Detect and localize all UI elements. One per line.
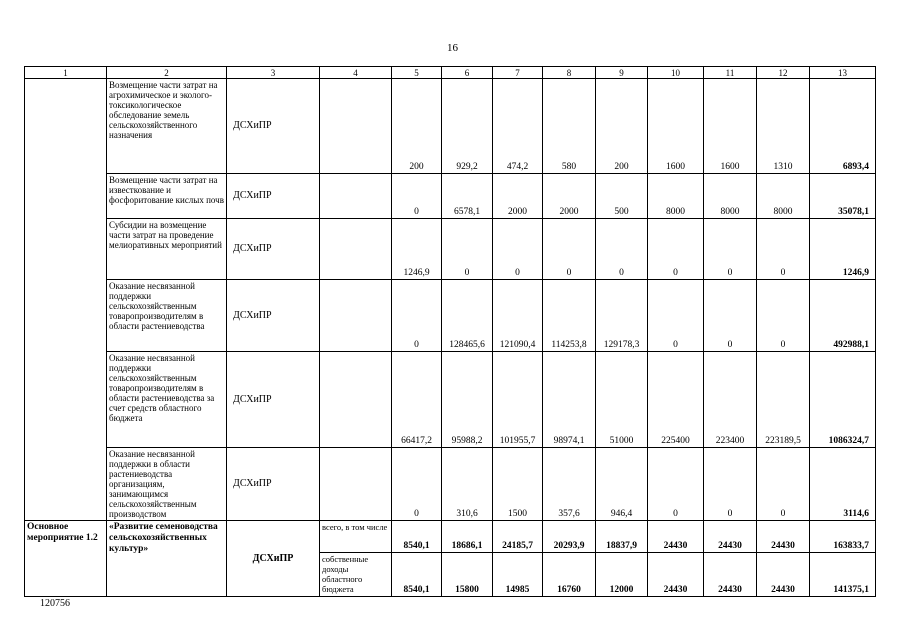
value-cell: 18686,1 [442,521,493,553]
value-cell: 200 [392,79,442,174]
value-cell: 0 [543,219,596,280]
value-cell: 51000 [596,352,648,448]
value-cell: 24430 [648,553,704,597]
value-cell: 24430 [704,521,757,553]
table-row [25,448,876,521]
header-cell: 6 [442,67,493,79]
value-cell: 24185,7 [493,521,543,553]
table-row [25,352,876,448]
header-cell: 13 [810,67,876,79]
main-event-row [25,521,876,553]
empty-cell [25,79,107,521]
executor-cell: ДСХиПР [227,280,320,352]
total-cell: 492988,1 [810,280,876,352]
source-cell [320,219,392,280]
main-event-executor: ДСХиПР [227,521,320,597]
header-row [25,67,876,79]
value-cell: 0 [704,219,757,280]
value-cell: 8000 [757,174,810,219]
table-row [25,280,876,352]
funding-source: собственные доходы областного бюджета [320,553,392,597]
measure-description: Оказание несвязанной поддержки сельскохозяйственным товаропроизводителям в области растениеводства [107,280,227,352]
value-cell: 129178,3 [596,280,648,352]
value-cell: 0 [392,280,442,352]
table-row [25,174,876,219]
value-cell: 200 [596,79,648,174]
executor-cell: ДСХиПР [227,448,320,521]
executor-cell: ДСХиПР [227,219,320,280]
measure-description: Возмещение части затрат на известкование и фосфоритование кислых почв [107,174,227,219]
value-cell: 6578,1 [442,174,493,219]
executor-cell: ДСХиПР [227,352,320,448]
value-cell: 24430 [704,553,757,597]
header-cell: 4 [320,67,392,79]
value-cell: 929,2 [442,79,493,174]
source-cell [320,174,392,219]
value-cell: 18837,9 [596,521,648,553]
header-cell: 8 [543,67,596,79]
value-cell: 121090,4 [493,280,543,352]
table-row [25,79,876,174]
value-cell: 114253,8 [543,280,596,352]
value-cell: 0 [757,280,810,352]
value-cell: 2000 [543,174,596,219]
source-cell [320,280,392,352]
value-cell: 225400 [648,352,704,448]
total-cell: 141375,1 [810,553,876,597]
value-cell: 223400 [704,352,757,448]
total-cell: 6893,4 [810,79,876,174]
source-cell [320,79,392,174]
value-cell: 1246,9 [392,219,442,280]
total-cell: 1246,9 [810,219,876,280]
value-cell: 0 [757,448,810,521]
value-cell: 8000 [648,174,704,219]
value-cell: 0 [704,448,757,521]
source-cell [320,352,392,448]
header-cell: 3 [227,67,320,79]
header-cell: 1 [25,67,107,79]
executor-cell: ДСХиПР [227,79,320,174]
value-cell: 16760 [543,553,596,597]
value-cell: 0 [392,448,442,521]
value-cell: 0 [392,174,442,219]
document-code: 120756 [40,598,70,609]
header-cell: 5 [392,67,442,79]
header-cell: 11 [704,67,757,79]
page-number: 16 [447,42,458,54]
source-cell [320,448,392,521]
header-cell: 10 [648,67,704,79]
value-cell: 0 [704,280,757,352]
value-cell: 24430 [648,521,704,553]
total-cell: 1086324,7 [810,352,876,448]
funding-source: всего, в том числе [320,521,392,553]
measure-description: Оказание несвязанной поддержки в области растениеводства организациям, занимающимся сельскохозяйственным производством [107,448,227,521]
program-table [24,66,876,597]
value-cell: 0 [648,280,704,352]
value-cell: 12000 [596,553,648,597]
value-cell: 223189,5 [757,352,810,448]
value-cell: 0 [493,219,543,280]
value-cell: 580 [543,79,596,174]
table-row [25,219,876,280]
value-cell: 0 [596,219,648,280]
value-cell: 0 [648,448,704,521]
total-cell: 35078,1 [810,174,876,219]
value-cell: 1310 [757,79,810,174]
value-cell: 66417,2 [392,352,442,448]
measure-description: Оказание несвязанной поддержки сельскохозяйственным товаропроизводителям в области растениеводства за счет средств областного бюджета [107,352,227,448]
value-cell: 24430 [757,521,810,553]
value-cell: 0 [442,219,493,280]
value-cell: 8000 [704,174,757,219]
executor-cell: ДСХиПР [227,174,320,219]
value-cell: 2000 [493,174,543,219]
header-cell: 9 [596,67,648,79]
value-cell: 15800 [442,553,493,597]
value-cell: 24430 [757,553,810,597]
value-cell: 8540,1 [392,521,442,553]
value-cell: 1500 [493,448,543,521]
value-cell: 500 [596,174,648,219]
value-cell: 8540,1 [392,553,442,597]
total-cell: 3114,6 [810,448,876,521]
value-cell: 95988,2 [442,352,493,448]
measure-description: Возмещение части затрат на агрохимическое и эколого-токсикологическое обследование земель сельскохозяйственного назначения [107,79,227,174]
value-cell: 0 [648,219,704,280]
value-cell: 474,2 [493,79,543,174]
value-cell: 14985 [493,553,543,597]
main-event-title: «Развитие семеноводства сельскохозяйственных культур» [107,521,227,597]
header-cell: 12 [757,67,810,79]
value-cell: 98974,1 [543,352,596,448]
header-cell: 7 [493,67,543,79]
main-event-name: Основное мероприятие 1.2 [25,521,107,597]
total-cell: 163833,7 [810,521,876,553]
value-cell: 946,4 [596,448,648,521]
value-cell: 310,6 [442,448,493,521]
value-cell: 357,6 [543,448,596,521]
value-cell: 1600 [704,79,757,174]
value-cell: 0 [757,219,810,280]
value-cell: 1600 [648,79,704,174]
value-cell: 101955,7 [493,352,543,448]
measure-description: Субсидии на возмещение части затрат на проведение мелиоративных мероприятий [107,219,227,280]
header-cell: 2 [107,67,227,79]
value-cell: 128465,6 [442,280,493,352]
value-cell: 20293,9 [543,521,596,553]
